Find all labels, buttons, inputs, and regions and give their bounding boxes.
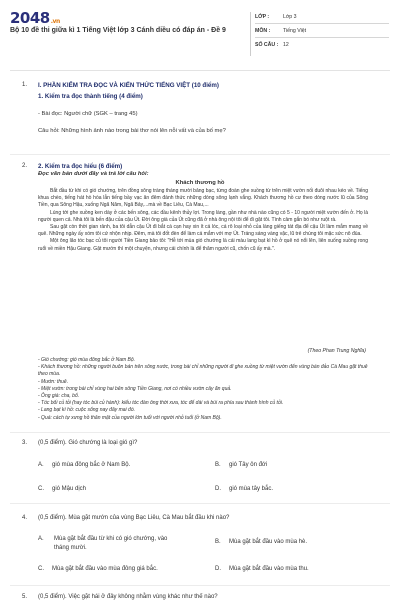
answer-option-d[interactable] — [215, 486, 273, 492]
meta-count — [255, 42, 289, 48]
story-paragraph: Lúng tới ghe xuồng ken dày ở các bến sông, các đầu kênh thủy lợi. Trong làng, gần như nhà nào cũng có 5 - 10 người miệt vườn đến ở. Họ là người quen cả. Nhà tôi là bến đậu của cậu Út. Đời ông già của Út cũng đã ở nhà ông nội tôi để đi gặt tôi. Tình cảm gắn bó như ruột rà. — [38, 209, 368, 223]
answer-option-d[interactable] — [215, 566, 309, 572]
answer-option-b[interactable] — [215, 539, 307, 545]
question-separator — [10, 432, 390, 433]
meta-class-key: LỚP : — [255, 14, 270, 20]
meta-rule — [255, 37, 389, 38]
answer-option-a[interactable] — [38, 462, 130, 468]
question-separator — [10, 585, 390, 586]
option-letter: A. — [38, 536, 44, 542]
q2-instruction: Đọc văn bản dưới đây và trả lời câu hỏi: — [38, 171, 149, 177]
section-title: I. PHẦN KIỂM TRA ĐỌC VÀ KIẾN THỨC TIẾNG VIỆT (10 điểm) — [38, 82, 219, 89]
q1-question: Câu hỏi: Những hình ảnh nào trong bài thơ nói lên nỗi vất và của bố mẹ? — [38, 128, 226, 134]
q3-text: (0,5 điểm). Gió chướng là loại gió gì? — [38, 440, 138, 446]
page-header — [0, 0, 400, 64]
glossary-item: - Khách thương hồ: những người buôn bán trên sông nước, trong bài chỉ những người đi ghe xuồng từ miệt vườn đến vùng bán đảo Cà Mau gặt thuê theo mùa. — [38, 364, 368, 378]
answer-option-c[interactable] — [38, 566, 158, 572]
document-title: Bộ 10 đề thi giữa kì 1 Tiếng Việt lớp 3 Cánh diều có đáp án - Đề 9 — [10, 27, 226, 34]
answer-option-c[interactable] — [38, 486, 86, 492]
logo-main-text: 2048 — [10, 9, 50, 27]
option-letter: B. — [215, 462, 221, 468]
option-text: Mùa gặt bắt đầu từ khi có gió chướng, vào tháng mười. — [54, 536, 168, 551]
story-paragraph: Một ông lão tóc bạc củ tôi người Tiền Giang bảo tôi: "Hễ tới mùa gió chướng là cái màu lang bạt kì hồ ở quê nó nổi lên, liên xuống xuồng rong ruổi về miền Hậu Giang. Gặt mướn thì một chuyện, nhưng cái chính là để thăm người cũ, chốn cũ ấy mà.". — [38, 238, 368, 252]
meta-count-value: 12 — [283, 42, 289, 48]
meta-subject-value: Tiếng Việt — [283, 28, 307, 34]
option-text: Mùa gặt bắt đầu vào mùa thu. — [229, 566, 309, 572]
q5-text: (0,5 điểm). Việc gặt hái ở đây không nhằm vùng khác như thế nào? — [38, 594, 218, 600]
question-separator — [10, 503, 390, 504]
option-letter: A. — [38, 462, 44, 468]
glossary-item: - Gió chướng: gió mùa đông bắc ở Nam Bộ. — [38, 357, 136, 363]
answer-option-a[interactable] — [38, 535, 198, 553]
question-4-number: 4. — [22, 515, 28, 521]
option-letter: D. — [215, 486, 221, 492]
q1-subtitle: 1. Kiểm tra đọc thành tiếng (4 điểm) — [38, 93, 143, 100]
question-1-number: 1. — [22, 82, 28, 88]
glossary-item: - Lang bạt kì hồ: cuộc sống nay đây mai đó. — [38, 407, 136, 414]
option-text: gió Mậu dịch — [52, 486, 87, 492]
option-text: gió mùa tây bắc. — [229, 486, 274, 492]
meta-rule — [255, 23, 389, 24]
story-body — [38, 188, 368, 253]
logo-sub-text: .vn — [50, 18, 60, 25]
option-letter: D. — [215, 566, 221, 572]
q4-text: (0,5 điểm). Mùa gặt mướn của vùng Bạc Liêu, Cà Mau bắt đầu khi nào? — [38, 515, 230, 521]
glossary-item: - Tóc bối củ tỏi (hay tóc búi củ hành): kiểu tóc đàn ông thời xưa, tóc để dài và búi ra phía sau thành hình củ tỏi. — [38, 400, 284, 407]
meta-divider — [250, 12, 251, 56]
q2-subtitle: 2. Kiểm tra đọc hiểu (6 điểm) — [38, 163, 123, 170]
glossary-item: - Quá: cách tự xưng hồ thân mật của người lớn tuổi với người nhỏ tuổi (ở Nam Bộ). — [38, 414, 222, 421]
meta-count-key: SỐ CÂU : — [255, 42, 279, 48]
option-letter: C. — [38, 566, 44, 572]
meta-subject-key: MÔN : — [255, 28, 271, 34]
question-2-number: 2. — [22, 163, 28, 169]
glossary-item: - Miệt vườn: trong bài chỉ vùng hai bên sông Tiền Giang, nơi có nhiều vườn cây ăn quả. — [38, 385, 232, 392]
meta-subject — [255, 28, 306, 34]
header-separator — [10, 70, 390, 71]
q1-reading: - Bài đọc: Người chữ (SGK – trang 45) — [38, 111, 138, 117]
site-logo[interactable] — [10, 9, 60, 27]
question-separator — [10, 154, 390, 155]
story-paragraph: Sau gặt còn thời gian rảnh, ba tôi dẫn cậu Út đi bắt cá cạn hay xin ít cá lóc, cá rô loại nhỏ của làng giếng tát địa để cậu Út làm mắm mang về quê. Những ngày ấy xóm tôi cứ nhộn nhịp. Đêm, mà tôi đốt đèn để làm cá mắm với mợ Út. Tráng sáng vàng vặc, lũ trẻ chúng tôi mặc sức nô đùa. — [38, 224, 368, 238]
answer-option-b[interactable] — [215, 462, 267, 468]
story-title: Khách thương hồ — [175, 180, 225, 186]
question-3-number: 3. — [22, 440, 28, 446]
glossary-item: - Mướn: thuê. — [38, 378, 69, 385]
option-text: gió Tây ôn đới — [229, 462, 268, 468]
option-text: gió mùa đông bắc ở Nam Bộ. — [52, 462, 131, 468]
meta-class — [255, 14, 297, 20]
question-5-number: 5. — [22, 594, 28, 600]
option-letter: C. — [38, 486, 44, 492]
glossary-item: - Ông già: cha, bố. — [38, 393, 80, 400]
story-paragraph: Bắt đầu từ khi có gió chướng, trên đồng sông tràng tháng mười bảng bạc, từng đoàn ghe xuồng từ trên miệt vườn nối đuôi nhau kéo về. Tiếng khua chèo, tiếng hát hò hòa lẫn tiếng bầy vạc ăn đêm đánh thức những dòng sông lạnh vắng. Khách thương hồ cư theo dòng nước lũ của Sông Tiền, qua Sông Hậu, xuống Ngã Năm, Ngã Bảy,...mà về Bạc Liêu, Cà Mau,... — [38, 188, 368, 209]
meta-class-value: Lớp 3 — [283, 14, 297, 20]
story-author: (Theo Phan Trung Nghĩa) — [307, 348, 366, 354]
option-letter: B. — [215, 539, 221, 545]
glossary-notes — [38, 357, 368, 422]
option-text: Mùa gặt bắt đầu vào mùa đông giá bắc. — [52, 566, 158, 572]
option-text: Mùa gặt bắt đầu vào mùa hè. — [229, 539, 308, 545]
